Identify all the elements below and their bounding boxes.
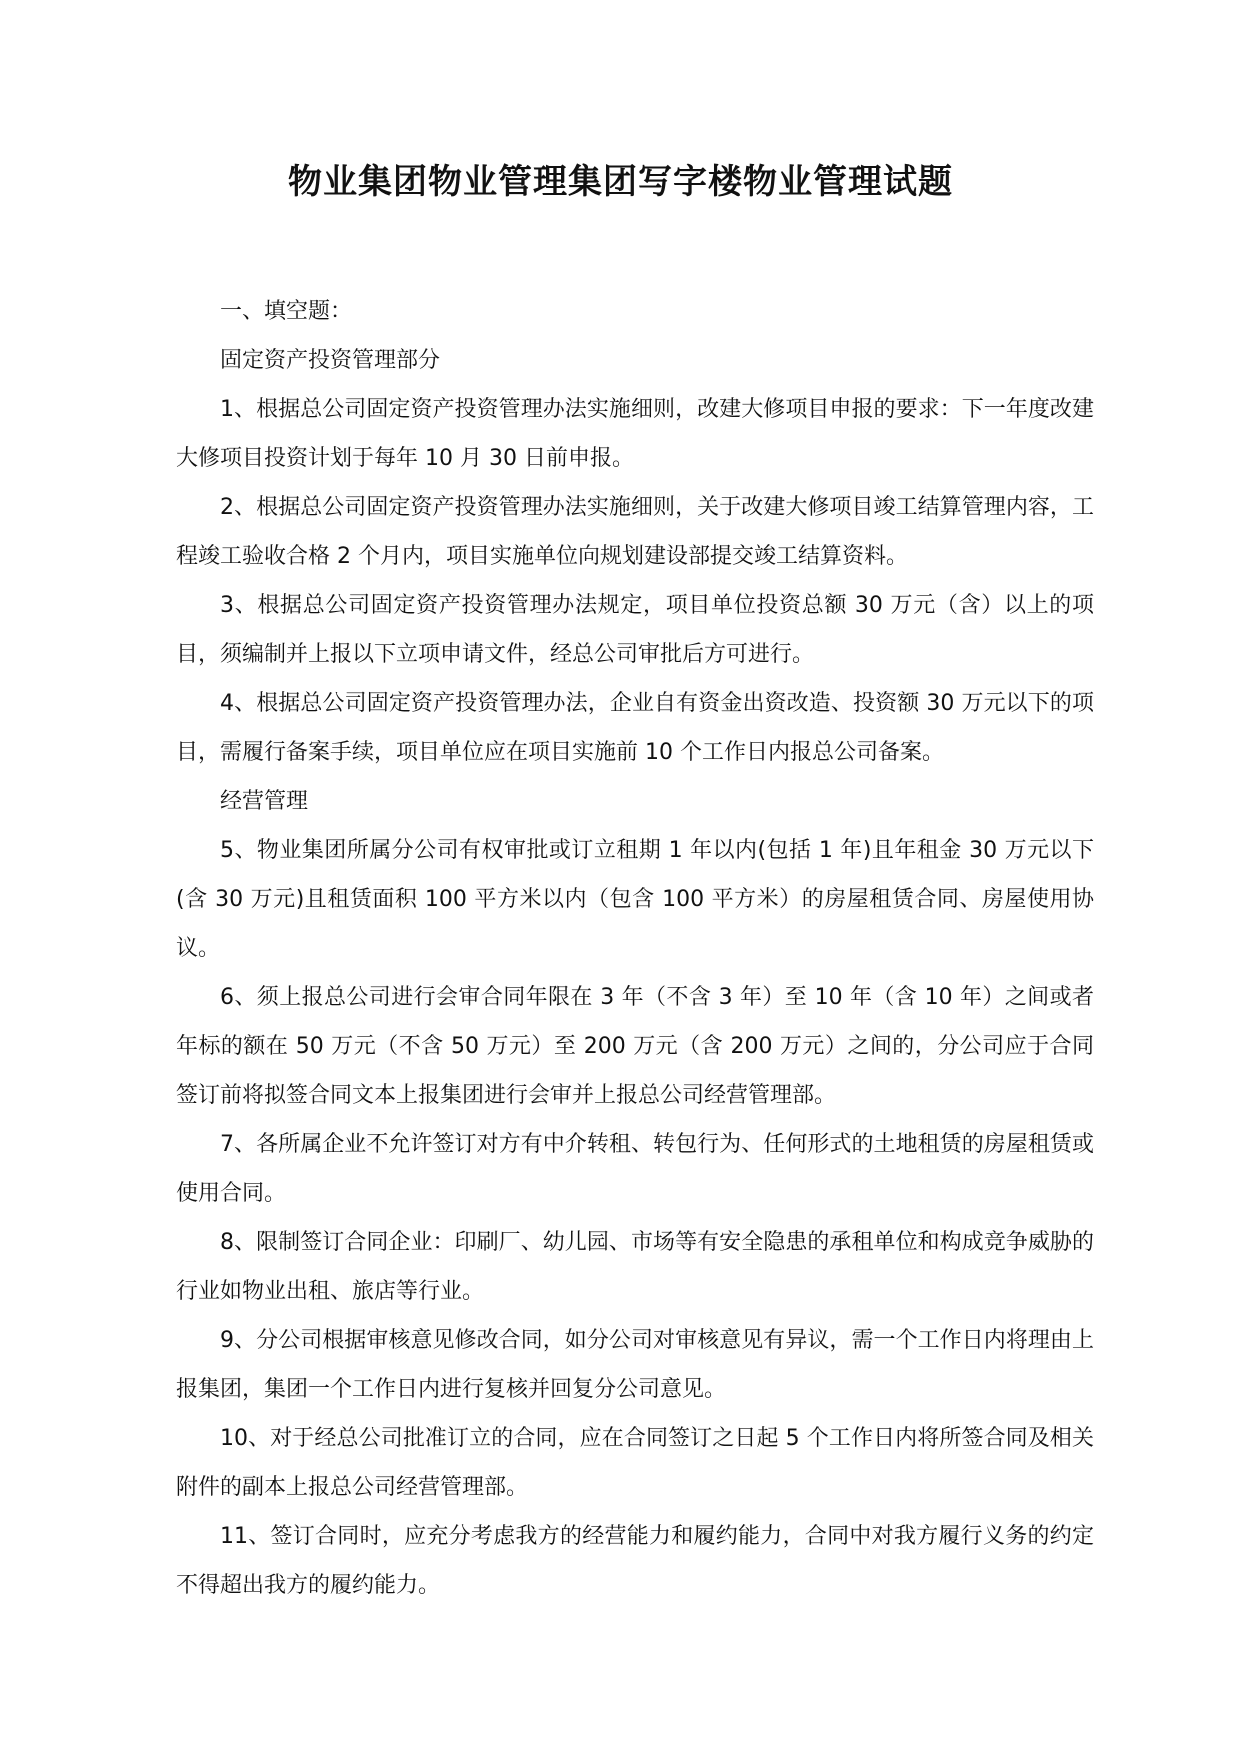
question-10: 10、对于经总公司批准订立的合同，应在合同签订之日起 5 个工作日内将所签合同及相关附件的副本上报总公司经营管理部。 xyxy=(176,1426,1094,1500)
question-2: 2、根据总公司固定资产投资管理办法实施细则，关于改建大修项目竣工结算管理内容，工程竣工验收合格 2 个月内，项目实施单位向规划建设部提交竣工结算资料。 xyxy=(176,495,1094,569)
question-9: 9、分公司根据审核意见修改合同，如分公司对审核意见有异议，需一个工作日内将理由上报集团，集团一个工作日内进行复核并回复分公司意见。 xyxy=(176,1328,1094,1402)
question-4: 4、根据总公司固定资产投资管理办法，企业自有资金出资改造、投资额 30 万元以下的项目，需履行备案手续，项目单位应在项目实施前 10 个工作日内报总公司备案。 xyxy=(176,691,1094,765)
question-11: 11、签订合同时，应充分考虑我方的经营能力和履约能力，合同中对我方履行义务的约定不得超出我方的履约能力。 xyxy=(176,1524,1094,1598)
document-body xyxy=(176,287,1094,1610)
question-8: 8、限制签订合同企业：印刷厂、幼儿园、市场等有安全隐患的承租单位和构成竞争威胁的行业如物业出租、旅店等行业。 xyxy=(176,1230,1094,1304)
question-3: 3、根据总公司固定资产投资管理办法规定，项目单位投资总额 30 万元（含）以上的项目，须编制并上报以下立项申请文件，经总公司审批后方可进行。 xyxy=(176,593,1094,667)
question-5: 5、物业集团所属分公司有权审批或订立租期 1 年以内(包括 1 年)且年租金 30 万元以下(含 30 万元)且租赁面积 100 平方米以内（包含 100 平方米）的房屋租赁合同、房屋使用协议。 xyxy=(176,838,1094,961)
question-1: 1、根据总公司固定资产投资管理办法实施细则，改建大修项目申报的要求：下一年度改建大修项目投资计划于每年 10 月 30 日前申报。 xyxy=(176,397,1094,471)
subsection-heading-fixed-assets: 固定资产投资管理部分 xyxy=(220,348,441,373)
question-6: 6、须上报总公司进行会审合同年限在 3 年（不含 3 年）至 10 年（含 10 年）之间或者年标的额在 50 万元（不含 50 万元）至 200 万元（含 200 万元）之间的，分公司应于合同签订前将拟签合同文本上报集团进行会审并上报总公司经营管理部。 xyxy=(176,985,1094,1108)
section-heading-fill-in-blanks: 一、填空题： xyxy=(220,299,353,324)
question-7: 7、各所属企业不允许签订对方有中介转租、转包行为、任何形式的土地租赁的房屋租赁或使用合同。 xyxy=(176,1132,1094,1206)
subsection-heading-operations: 经营管理 xyxy=(220,789,309,814)
document-title: 物业集团物业管理集团写字楼物业管理试题 xyxy=(288,162,953,202)
